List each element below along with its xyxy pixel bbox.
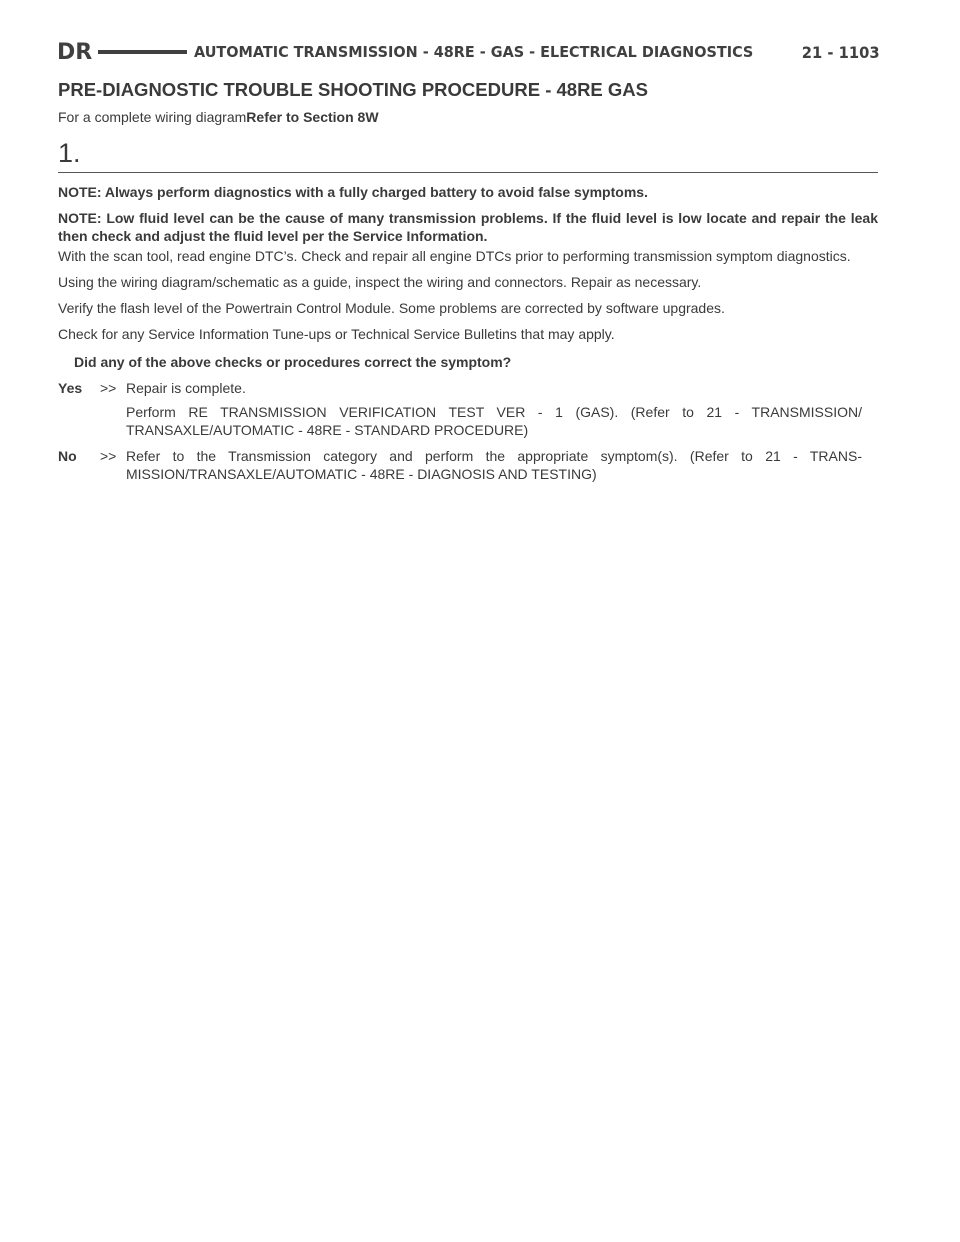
answer-yes-body	[126, 379, 862, 439]
answer-yes-line: Perform RE TRANSMISSION VERIFICATION TEST VER - 1 (GAS). (Refer to 21 - TRANSMISSION/ TRANSAXLE/AUTOMATIC - 48RE - STANDARD PROCEDURE)	[126, 404, 862, 438]
section-code: DR	[57, 39, 93, 65]
answer-no-line: Refer to the Transmission category and perform the appropriate symptom(s). (Refer to 21 - TRANS-MISSION/TRANSAXLE/AUTOMATIC - 48RE - DIAGNOSIS AND TESTING)	[126, 448, 862, 482]
paragraph-flash-level: Verify the flash level of the Powertrain Control Module. Some problems are corrected by software upgrades.	[58, 300, 725, 316]
step-divider	[58, 172, 878, 173]
answer-no	[58, 447, 878, 483]
answer-yes-label: Yes	[58, 380, 83, 396]
header-rule	[98, 50, 187, 54]
step-number: 1.	[58, 138, 81, 168]
answer-yes-line: Repair is complete.	[126, 380, 246, 396]
wiring-section-link[interactable]: Refer to Section 8W	[246, 109, 379, 125]
paragraph-scan-tool: With the scan tool, read engine DTC’s. Check and repair all engine DTCs prior to performing transmission symptom diagnostics.	[58, 248, 851, 264]
paragraph-service-bulletins: Check for any Service Information Tune-ups or Technical Service Bulletins that may apply.	[58, 326, 615, 342]
answer-no-body	[126, 447, 862, 483]
answer-no-arrow: >>	[100, 448, 117, 464]
diagnostic-question: Did any of the above checks or procedures correct the symptom?	[74, 354, 512, 370]
paragraph-wiring-inspect: Using the wiring diagram/schematic as a guide, inspect the wiring and connectors. Repair as necessary.	[58, 274, 702, 290]
answer-no-label: No	[58, 448, 77, 464]
page-number: 21 - 1103	[802, 42, 880, 62]
wiring-prefix: For a complete wiring diagram	[58, 109, 247, 125]
header-title: AUTOMATIC TRANSMISSION - 48RE - GAS - ELECTRICAL DIAGNOSTICS	[194, 43, 754, 61]
page-header	[57, 38, 880, 66]
wiring-reference	[58, 108, 878, 126]
procedure-title: PRE-DIAGNOSTIC TROUBLE SHOOTING PROCEDURE - 48RE GAS	[58, 79, 648, 100]
page-content	[58, 78, 878, 483]
answer-yes	[58, 379, 878, 439]
answer-yes-arrow: >>	[100, 380, 117, 396]
note-battery: NOTE: Always perform diagnostics with a fully charged battery to avoid false symptoms.	[58, 184, 648, 200]
note-fluid-level: NOTE: Low fluid level can be the cause of many transmission problems. If the fluid level is low locate and repair the leak then check and adjust the fluid level per the Service Information.	[58, 210, 878, 244]
